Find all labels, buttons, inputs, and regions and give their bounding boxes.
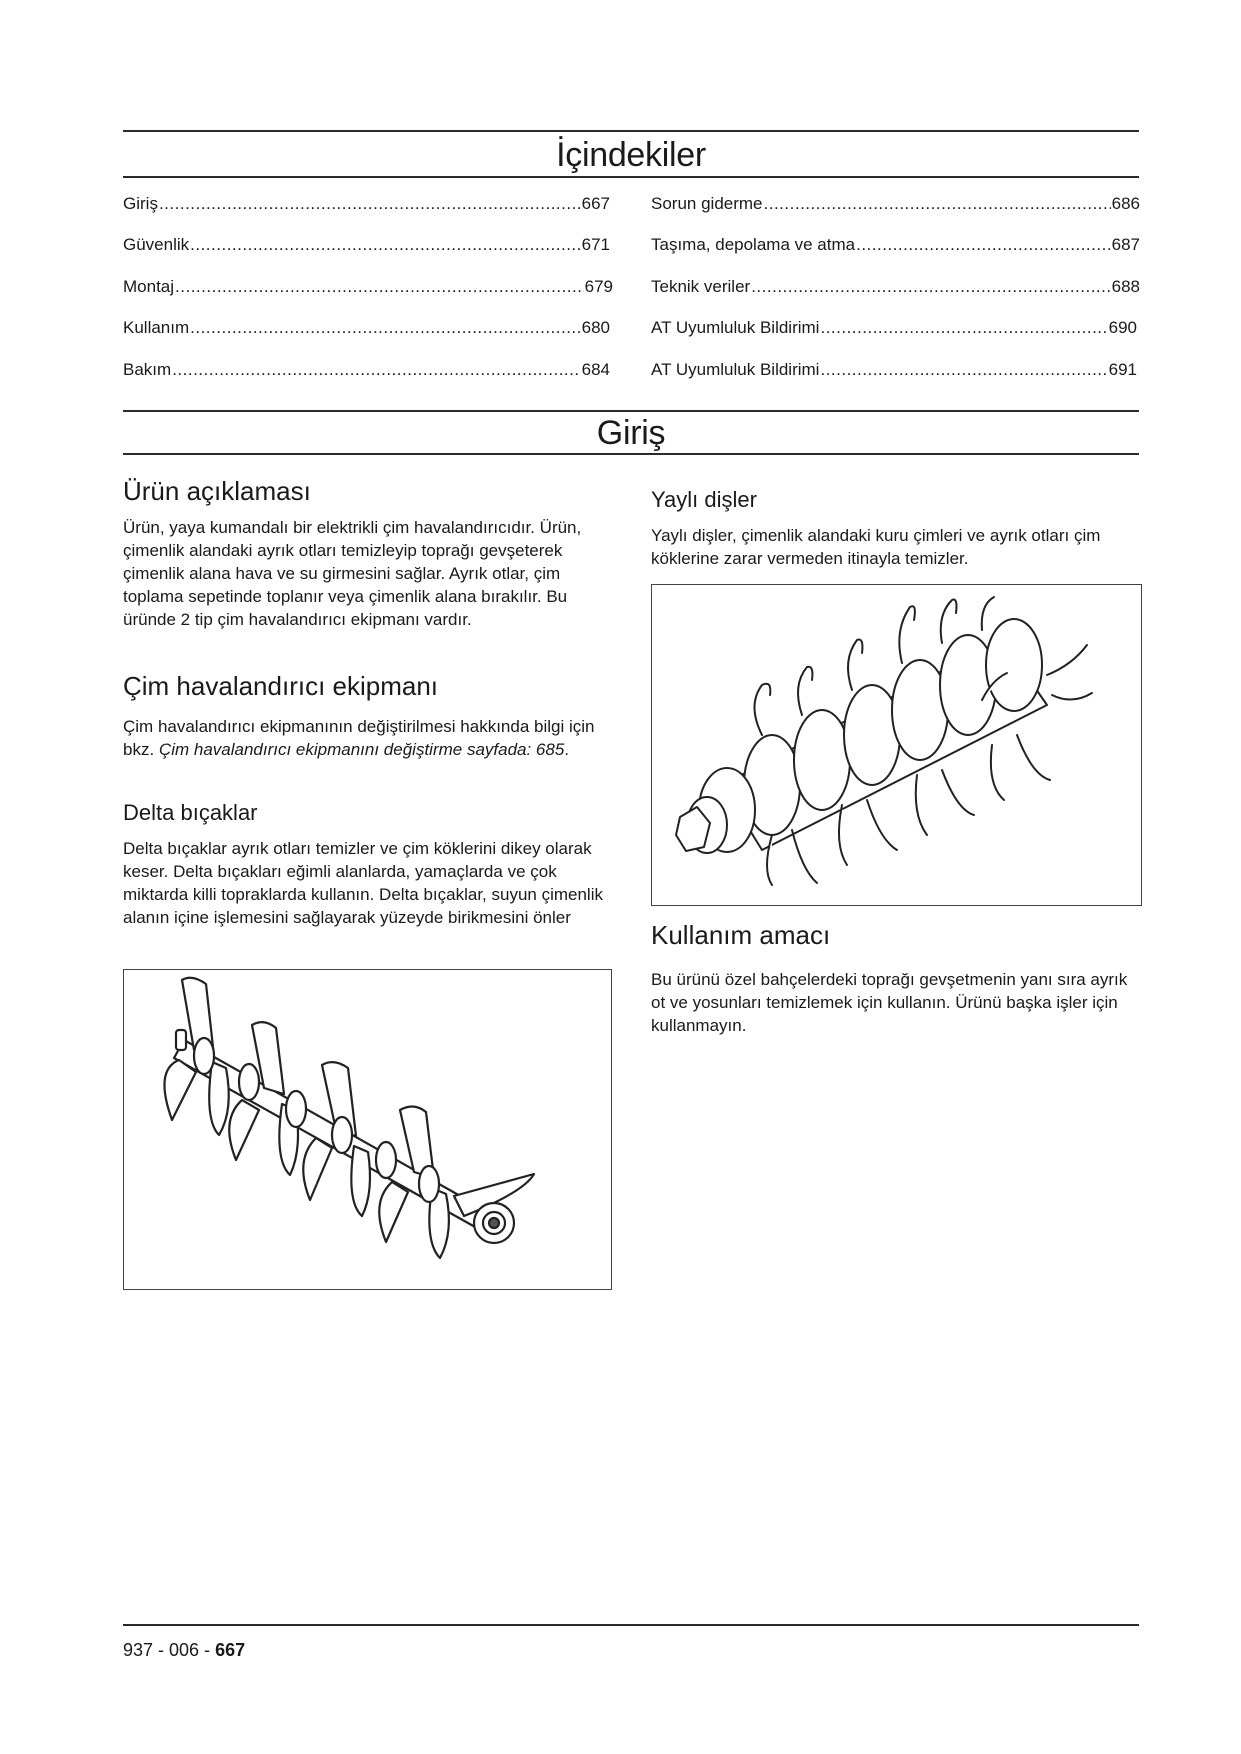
delta-heading: Delta bıçaklar xyxy=(123,800,258,825)
equipment-link[interactable]: Çim havalandırıcı ekipmanını değiştirme sayfada: 685 xyxy=(158,740,565,759)
footer-rule xyxy=(123,1624,1139,1626)
equipment-text: Çim havalandırıcı ekipmanının değiştirilmesi hakkında bilgi için bkz. Çim havalandırıcı ekipmanını değiştirme sayfada: 685. xyxy=(123,717,595,759)
toc-bottom-rule xyxy=(123,176,1139,178)
toc-entry[interactable]: AT Uyumluluk Bildirimi ..... 691 xyxy=(651,360,1137,380)
toc-entry[interactable]: Güvenlik ..... 671 xyxy=(123,235,610,255)
toc-entry[interactable]: Montaj ..... 679 xyxy=(123,277,613,297)
toc-entry[interactable]: Giriş ..... 667 xyxy=(123,194,610,214)
toc-entry[interactable]: Kullanım ..... 680 xyxy=(123,318,610,338)
section-title: Giriş xyxy=(596,414,666,452)
delta-blades-figure xyxy=(123,969,612,1290)
equipment-heading: Çim havalandırıcı ekipmanı xyxy=(123,671,439,701)
toc-title: İçindekiler xyxy=(556,136,706,174)
section-bottom-rule xyxy=(123,453,1139,455)
product-heading: Ürün açıklaması xyxy=(123,476,311,506)
spring-tines-figure xyxy=(651,584,1142,906)
delta-blades-illustration xyxy=(124,970,610,1288)
page-footer: 937 - 006 - 667 xyxy=(123,1640,246,1660)
toc-entry[interactable]: Taşıma, depolama ve atma ..... 687 xyxy=(651,235,1140,255)
spring-tines-illustration xyxy=(652,585,1140,904)
delta-text: Delta bıçaklar ayrık otları temizler ve çim köklerini dikey olarak keser. Delta bıçakları eğimli alanlarda, yamaçlarda ve çok miktarda killi topraklarda kullanın. Delta bıçaklar, suyun çimenlik alanın içine işlemesini sağlayarak yüzeyde birikmesini önler xyxy=(123,839,603,927)
use-heading: Kullanım amacı xyxy=(651,920,831,950)
spring-text: Yaylı dişler, çimenlik alandaki kuru çimleri ve ayrık otları çim köklerine zarar vermeden itinayla temizler. xyxy=(651,526,1101,568)
section-top-rule xyxy=(123,410,1139,412)
spring-heading: Yaylı dişler xyxy=(651,487,757,512)
page-number: 667 xyxy=(215,1640,246,1660)
product-text: Ürün, yaya kumandalı bir elektrikli çim havalandırıcıdır. Ürün, çimenlik alandaki ayrık otları temizleyip toprağı gevşeterek çimenlik alana hava ve su girmesini sağlar. Ayrık otlar, çim toplama sepetinde toplanır veya çimenlik alana bırakılır. Bu üründe 2 tip çim havalandırıcı ekipmanı vardır. xyxy=(123,518,582,629)
toc-top-rule xyxy=(123,130,1139,132)
use-text: Bu ürünü özel bahçelerdeki toprağı gevşetmenin yanı sıra ayrık ot ve yosunları temizlemek için kullanın. Ürünü başka işler için kullanmayın. xyxy=(651,970,1128,1035)
toc-entry[interactable]: AT Uyumluluk Bildirimi ..... 690 xyxy=(651,318,1137,338)
toc-entry[interactable]: Teknik veriler ..... 688 xyxy=(651,277,1140,297)
toc-entry[interactable]: Bakım ..... 684 xyxy=(123,360,610,380)
toc-entry[interactable]: Sorun giderme ..... 686 xyxy=(651,194,1140,214)
